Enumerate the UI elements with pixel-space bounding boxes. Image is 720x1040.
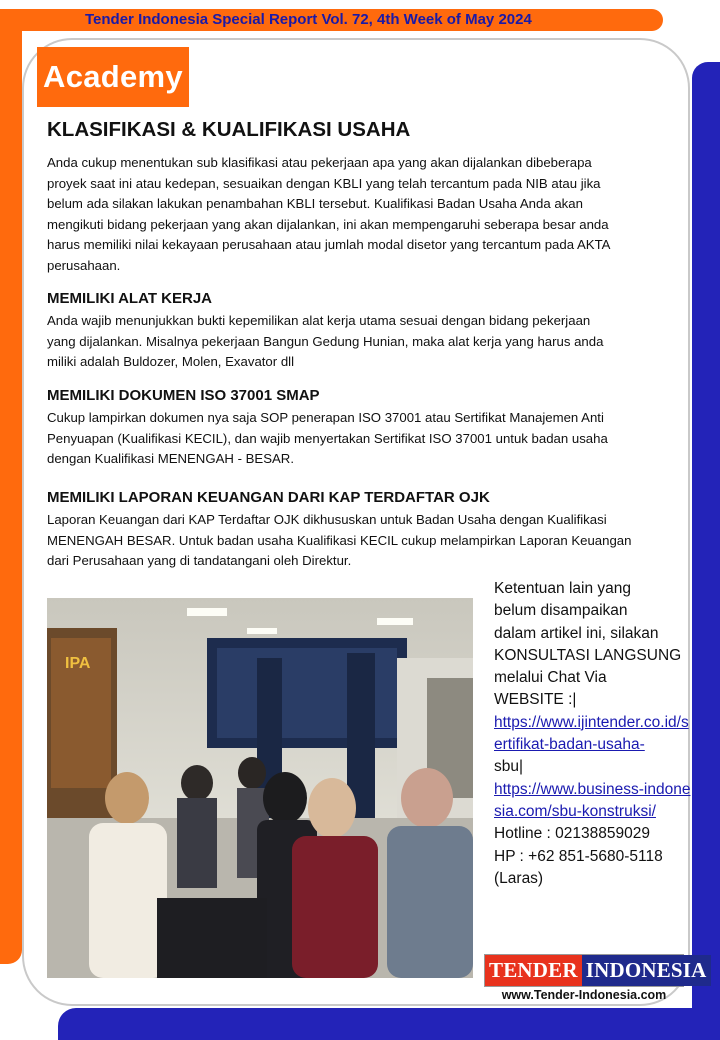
intro-line: harus memiliki nilai kekayaan perusahaan atau jumlah modal disetor yang tercantum pada AKTA xyxy=(47,237,611,252)
body-line: MENENGAH BESAR. Untuk badan usaha Kualifikasi KECIL cukup melampirkan Laporan Keuangan xyxy=(47,532,632,548)
body-line: dari Perusahaan yang di tandatangani oleh Direktur. xyxy=(47,553,352,568)
contact-line: dalam artikel ini, silakan xyxy=(494,624,659,642)
intro-line: Anda cukup menentukan sub klasifikasi atau pekerjaan apa yang akan dijalankan dibeberapa xyxy=(47,155,592,170)
tender-indonesia-logo xyxy=(484,954,707,1002)
contact-info xyxy=(494,578,694,890)
hp-number: HP : +62 851-5680-5118 xyxy=(494,847,663,865)
logo-text-tender: TENDER xyxy=(485,955,582,986)
business-indonesia-sbu-link[interactable]: https://www.business-indonesia.com/sbu-konstruksi/ xyxy=(494,780,691,820)
section-heading-iso: MEMILIKI DOKUMEN ISO 37001 SMAP xyxy=(47,387,320,404)
booth-sign-text: IPA xyxy=(65,655,91,672)
section-heading-alat-kerja: MEMILIKI ALAT KERJA xyxy=(47,290,212,307)
exhibition-booth-photo xyxy=(47,598,473,978)
section-body-alat-kerja xyxy=(47,311,673,373)
contact-line: melalui Chat Via xyxy=(494,669,607,687)
contact-line: WEBSITE :| xyxy=(494,691,577,709)
article-title: KLASIFIKASI & KUALIFIKASI USAHA xyxy=(47,118,411,141)
hotline: Hotline : 02138859029 xyxy=(494,825,650,843)
body-line: Laporan Keuangan dari KAP Terdaftar OJK dikhususkan untuk Badan Usaha dengan Kualifikasi xyxy=(47,512,607,527)
contact-line: Ketentuan lain yang xyxy=(494,580,632,597)
section-body-iso xyxy=(47,408,673,470)
body-line: Cukup lampirkan dokumen nya saja SOP penerapan ISO 37001 atau Sertifikat Manajemen Anti xyxy=(47,410,604,425)
body-line: Penyuapan (Kualifikasi KECIL), dan wajib menyertakan Sertifikat ISO 37001 untuk badan usaha xyxy=(47,430,608,446)
contact-line: KONSULTASI LANGSUNG xyxy=(494,646,682,664)
left-orange-bar xyxy=(0,9,22,964)
intro-line: proyek saat ini atau kedepan, sesuaikan dengan KBLI yang telah tercantum pada NIB atau jika xyxy=(47,175,601,191)
intro-line: mengikuti bidang pekerjaan yang akan dijalankan, ini akan mempengaruhi seberapa besar anda xyxy=(47,216,609,232)
right-blue-bar xyxy=(692,62,720,1030)
intro-paragraph xyxy=(47,153,673,276)
body-line: yang dijalankan. Misalnya pekerjaan Bangun Gedung Hunian, maka alat kerja yang harus anda xyxy=(47,333,604,349)
academy-badge: Academy xyxy=(37,47,189,107)
bottom-blue-bar xyxy=(58,1008,720,1040)
intro-line: perusahaan. xyxy=(47,257,121,273)
report-header-title: Tender Indonesia Special Report Vol. 72, 4th Week of May 2024 xyxy=(85,11,532,28)
body-line: Anda wajib menunjukkan bukti kepemilikan alat kerja utama sesuai dengan bidang pekerjaan xyxy=(47,313,591,328)
intro-line: belum ada silakan lakukan penambahan KBLI tersebut. Kualifikasi Badan Usaha Anda akan xyxy=(47,196,583,211)
hp-contact-name: (Laras) xyxy=(494,869,544,887)
link-suffix: sbu| xyxy=(494,758,524,776)
contact-line: belum disampaikan xyxy=(494,602,628,620)
body-line: dengan Kualifikasi MENENGAH - BESAR. xyxy=(47,451,294,466)
logo-website: www.Tender-Indonesia.com xyxy=(501,988,667,1002)
body-line: miliki adalah Buldozer, Molen, Exavator dll xyxy=(47,354,295,369)
ijintender-sbu-link[interactable]: https://www.ijintender.co.id/sertifikat-badan-usaha- xyxy=(494,713,689,754)
logo-text-indonesia: INDONESIA xyxy=(582,955,711,986)
section-heading-laporan: MEMILIKI LAPORAN KEUANGAN DARI KAP TERDAFTAR OJK xyxy=(47,489,490,506)
section-body-laporan xyxy=(47,510,673,572)
